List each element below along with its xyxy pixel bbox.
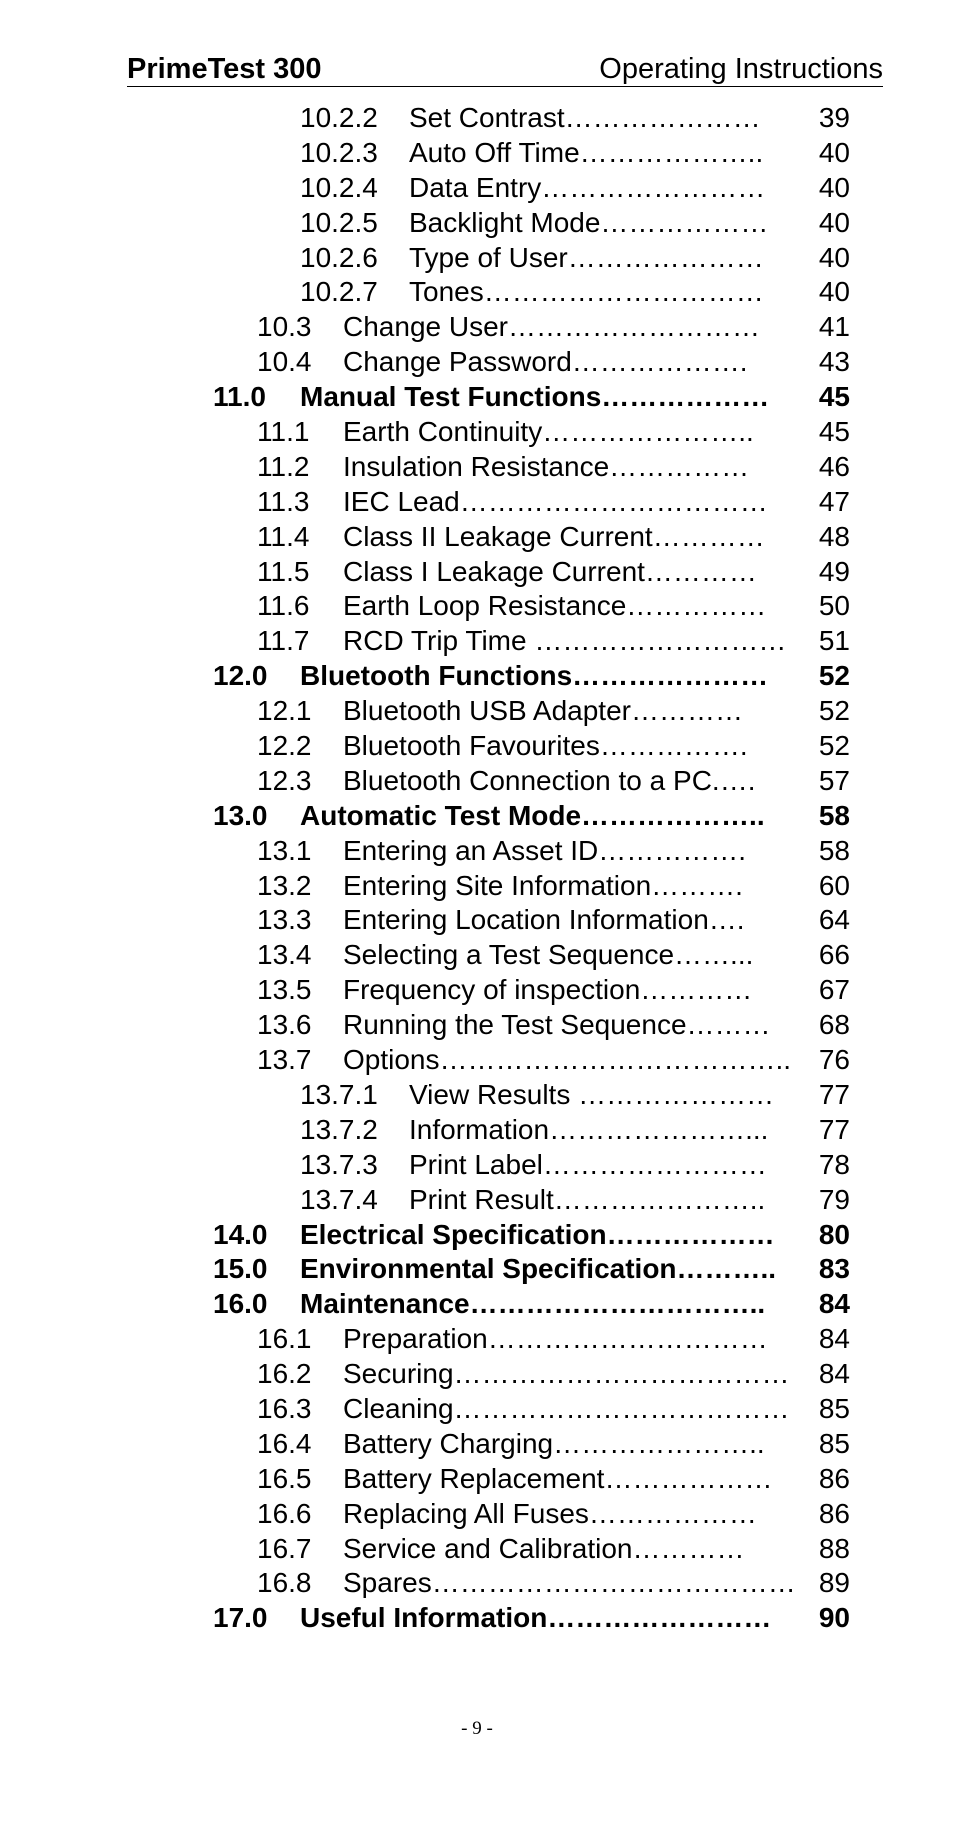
toc-entry-title: Insulation Resistance……………	[343, 450, 750, 482]
toc-entry[interactable]	[0, 1148, 954, 1183]
toc-entry-title: Entering Site Information……….	[343, 869, 743, 901]
toc-entry-number: 16.8	[257, 1567, 312, 1599]
toc-entry[interactable]	[0, 1078, 954, 1113]
toc-entry-title: Bluetooth Favourites…………….	[343, 730, 748, 762]
toc-entry-title: Manual Test Functions………………	[300, 381, 770, 413]
toc-entry-title: Securing………………………………	[343, 1358, 790, 1390]
toc-entry-title: Change User………………………	[343, 311, 760, 343]
toc-entry[interactable]	[0, 729, 954, 764]
toc-entry-page: 79	[818, 1183, 850, 1215]
toc-entry[interactable]	[0, 1497, 954, 1532]
toc-entry[interactable]	[0, 450, 954, 485]
toc-entry-number: 11.0	[213, 381, 266, 413]
toc-entry-page: 77	[818, 1078, 850, 1110]
toc-entry-page: 60	[818, 869, 850, 901]
toc-entry-number: 16.6	[257, 1497, 312, 1529]
toc-entry[interactable]	[0, 973, 954, 1008]
toc-entry-title: Service and Calibration…………	[343, 1532, 745, 1564]
toc-entry-title: Entering Location Information….	[343, 904, 745, 936]
toc-entry-page: 85	[818, 1427, 850, 1459]
table-of-contents	[0, 101, 954, 1636]
toc-entry[interactable]	[0, 1532, 954, 1567]
toc-entry[interactable]	[0, 799, 954, 834]
toc-entry-number: 16.4	[257, 1427, 312, 1459]
toc-entry[interactable]	[0, 624, 954, 659]
toc-entry-number: 11.5	[257, 555, 310, 587]
toc-entry[interactable]	[0, 834, 954, 869]
toc-entry-page: 64	[818, 904, 850, 936]
toc-entry[interactable]	[0, 1287, 954, 1322]
toc-entry-page: 40	[818, 276, 850, 308]
toc-entry-title: Change Password……………….	[343, 346, 748, 378]
toc-entry[interactable]	[0, 171, 954, 206]
toc-entry-page: 41	[818, 311, 850, 343]
toc-entry-page: 52	[818, 730, 850, 762]
toc-entry-page: 51	[818, 625, 850, 657]
toc-entry[interactable]	[0, 1566, 954, 1601]
toc-entry-page: 40	[818, 136, 850, 168]
toc-entry-page: 40	[818, 171, 850, 203]
toc-entry-page: 80	[818, 1218, 850, 1250]
toc-entry-title: Class II Leakage Current…………	[343, 520, 765, 552]
toc-entry-page: 77	[818, 1113, 850, 1145]
toc-entry-number: 10.2.6	[300, 241, 378, 273]
toc-entry[interactable]	[0, 1601, 954, 1636]
product-name: PrimeTest 300	[127, 53, 322, 85]
toc-entry-number: 13.0	[213, 799, 268, 831]
toc-entry-title: RCD Trip Time ………………………	[343, 625, 787, 657]
toc-entry-page: 43	[818, 346, 850, 378]
toc-entry-number: 13.7	[257, 1044, 312, 1076]
toc-entry[interactable]	[0, 1113, 954, 1148]
toc-entry[interactable]	[0, 1008, 954, 1043]
toc-entry-page: 84	[818, 1288, 850, 1320]
toc-entry-title: Spares…………………………………	[343, 1567, 796, 1599]
toc-entry-page: 78	[818, 1148, 850, 1180]
toc-entry-number: 13.6	[257, 1009, 312, 1041]
toc-entry-title: Earth Loop Resistance……………	[343, 590, 767, 622]
toc-entry-page: 84	[818, 1358, 850, 1390]
toc-entry-page: 90	[818, 1602, 850, 1634]
toc-entry[interactable]	[0, 241, 954, 276]
toc-entry-page: 57	[818, 764, 850, 796]
toc-entry[interactable]	[0, 485, 954, 520]
toc-entry[interactable]	[0, 101, 954, 136]
toc-entry[interactable]	[0, 1427, 954, 1462]
toc-entry-number: 11.3	[257, 485, 310, 517]
toc-entry-title: Electrical Specification………………	[300, 1218, 775, 1250]
toc-entry-page: 45	[818, 381, 850, 413]
toc-entry-number: 10.3	[257, 311, 312, 343]
toc-entry-number: 11.4	[257, 520, 310, 552]
toc-entry-number: 14.0	[213, 1218, 268, 1250]
toc-entry[interactable]	[0, 1218, 954, 1253]
toc-entry-number: 10.4	[257, 346, 312, 378]
toc-entry-title: Print Result…………………..	[409, 1183, 766, 1215]
document-title: Operating Instructions	[599, 53, 883, 85]
toc-entry-number: 11.1	[257, 416, 310, 448]
toc-entry-title: Cleaning………………………………	[343, 1392, 790, 1424]
toc-entry-title: Class I Leakage Current…………	[343, 555, 757, 587]
toc-entry-number: 17.0	[213, 1602, 268, 1634]
toc-entry[interactable]	[0, 310, 954, 345]
toc-entry-number: 16.7	[257, 1532, 312, 1564]
toc-entry[interactable]	[0, 520, 954, 555]
toc-entry-page: 47	[818, 485, 850, 517]
toc-entry-number: 13.7.4	[300, 1183, 378, 1215]
toc-entry-number: 13.5	[257, 974, 312, 1006]
toc-entry-page: 49	[818, 555, 850, 587]
toc-entry-number: 16.0	[213, 1288, 268, 1320]
toc-entry-title: Set Contrast…………………	[409, 102, 761, 133]
toc-entry-number: 10.2.7	[300, 276, 378, 308]
toc-entry-page: 48	[818, 520, 850, 552]
toc-entry[interactable]	[0, 206, 954, 241]
toc-entry[interactable]	[0, 1322, 954, 1357]
toc-entry-title: Maintenance…………………………..	[300, 1288, 766, 1320]
toc-entry-number: 13.7.2	[300, 1113, 378, 1145]
toc-entry[interactable]	[0, 938, 954, 973]
toc-entry[interactable]	[0, 415, 954, 450]
toc-entry-number: 11.6	[257, 590, 310, 622]
toc-entry-page: 58	[818, 799, 850, 831]
toc-entry-page: 46	[818, 450, 850, 482]
toc-entry-title: Battery Charging…………………..	[343, 1427, 765, 1459]
toc-entry-number: 12.3	[257, 764, 312, 796]
toc-entry-title: Tones…………………………	[409, 276, 764, 308]
toc-entry[interactable]	[0, 1252, 954, 1287]
toc-entry-page: 66	[818, 939, 850, 971]
toc-entry[interactable]	[0, 345, 954, 380]
toc-entry-number: 11.2	[257, 450, 310, 482]
toc-entry[interactable]	[0, 1043, 954, 1078]
toc-entry-page: 39	[818, 102, 850, 133]
toc-entry-page: 76	[818, 1044, 850, 1076]
toc-entry-page: 85	[818, 1392, 850, 1424]
toc-entry[interactable]	[0, 136, 954, 171]
toc-entry-page: 68	[818, 1009, 850, 1041]
toc-entry-number: 12.0	[213, 660, 268, 692]
toc-entry-page: 83	[818, 1253, 850, 1285]
toc-entry-number: 13.2	[257, 869, 312, 901]
toc-entry[interactable]	[0, 380, 954, 415]
toc-entry-title: Bluetooth Connection to a PC.….	[343, 764, 756, 796]
toc-entry-title: Frequency of inspection…………	[343, 974, 753, 1006]
toc-entry-number: 13.1	[257, 834, 312, 866]
toc-entry-title: Entering an Asset ID…………….	[343, 834, 747, 866]
toc-entry-title: Selecting a Test Sequence……...	[343, 939, 754, 971]
toc-entry-page: 45	[818, 416, 850, 448]
toc-entry-title: View Results …………………	[409, 1078, 775, 1110]
toc-entry[interactable]	[0, 903, 954, 938]
page-header	[127, 52, 883, 87]
toc-entry[interactable]	[0, 275, 954, 310]
toc-entry-title: Running the Test Sequence………	[343, 1009, 771, 1041]
toc-entry-page: 88	[818, 1532, 850, 1564]
toc-entry-title: Backlight Mode………………	[409, 206, 769, 238]
toc-entry-number: 12.2	[257, 730, 312, 762]
toc-entry-number: 16.3	[257, 1392, 312, 1424]
toc-entry-number: 13.4	[257, 939, 312, 971]
toc-entry[interactable]	[0, 555, 954, 590]
toc-entry-title: Environmental Specification………..	[300, 1253, 777, 1285]
toc-entry-title: Earth Continuity…………………..	[343, 416, 754, 448]
toc-entry-title: Bluetooth Functions…………………	[300, 660, 769, 692]
toc-entry-number: 16.1	[257, 1323, 312, 1355]
toc-entry-number: 13.7.3	[300, 1148, 378, 1180]
toc-entry[interactable]	[0, 589, 954, 624]
toc-entry-number: 10.2.3	[300, 136, 378, 168]
toc-entry-page: 89	[818, 1567, 850, 1599]
toc-entry[interactable]	[0, 764, 954, 799]
toc-entry-page: 40	[818, 241, 850, 273]
toc-entry-number: 13.7.1	[300, 1078, 378, 1110]
toc-entry-title: Battery Replacement………………	[343, 1462, 773, 1494]
toc-entry-page: 52	[818, 695, 850, 727]
toc-entry-page: 86	[818, 1497, 850, 1529]
toc-entry-page: 84	[818, 1323, 850, 1355]
toc-entry-number: 16.2	[257, 1358, 312, 1390]
toc-entry-number: 11.7	[257, 625, 310, 657]
toc-entry-page: 58	[818, 834, 850, 866]
toc-entry-title: Preparation…………………………	[343, 1323, 768, 1355]
toc-entry-number: 16.5	[257, 1462, 312, 1494]
toc-entry-page: 50	[818, 590, 850, 622]
toc-entry-number: 10.2.4	[300, 171, 378, 203]
toc-entry[interactable]	[0, 869, 954, 904]
toc-entry[interactable]	[0, 694, 954, 729]
toc-entry-number: 15.0	[213, 1253, 268, 1285]
toc-entry-title: Replacing All Fuses………………	[343, 1497, 757, 1529]
toc-entry-page: 52	[818, 660, 850, 692]
page-number: - 9 -	[461, 1718, 493, 1739]
toc-entry[interactable]	[0, 1462, 954, 1497]
toc-entry-title: Automatic Test Mode………………..	[300, 799, 765, 831]
toc-entry-page: 40	[818, 206, 850, 238]
toc-entry-number: 10.2.2	[300, 102, 378, 133]
toc-entry-title: Print Label……………………	[409, 1148, 767, 1180]
toc-entry[interactable]	[0, 659, 954, 694]
toc-entry-page: 86	[818, 1462, 850, 1494]
toc-entry[interactable]	[0, 1392, 954, 1427]
toc-entry-title: Type of User…………………	[409, 241, 764, 273]
toc-entry-title: Options………………………………..	[343, 1044, 792, 1076]
toc-entry[interactable]	[0, 1357, 954, 1392]
toc-entry[interactable]	[0, 1183, 954, 1218]
toc-entry-number: 12.1	[257, 695, 312, 727]
toc-entry-number: 13.3	[257, 904, 312, 936]
toc-entry-number: 10.2.5	[300, 206, 378, 238]
toc-entry-title: Auto Off Time………………..	[409, 136, 764, 168]
toc-entry-title: Data Entry……………………	[409, 171, 766, 203]
toc-entry-page: 67	[818, 974, 850, 1006]
toc-entry-title: IEC Lead……………………………	[343, 485, 768, 517]
toc-entry-title: Useful Information……………………	[300, 1602, 772, 1634]
toc-entry-title: Bluetooth USB Adapter…………	[343, 695, 743, 727]
toc-entry-title: Information…………………...	[409, 1113, 769, 1145]
